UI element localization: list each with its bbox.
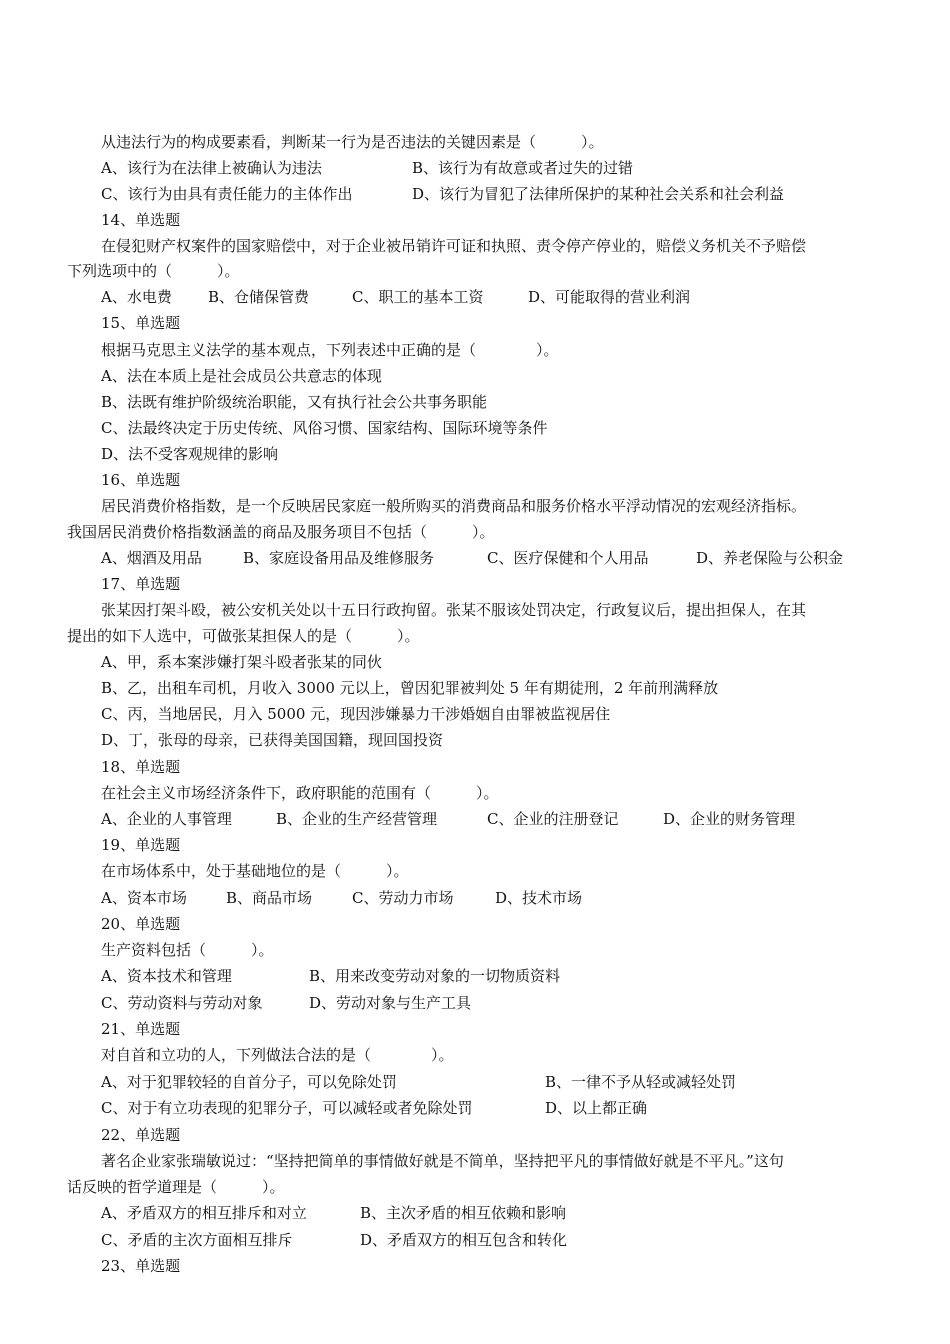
q22-option-b: B、主次矛盾的相互依赖和影响 xyxy=(360,1204,567,1222)
q17-option-b: B、乙，出租车司机，月收入 3000 元以上，曾因犯罪被判处 5 年有期徒刑，2 年前刑满释放 xyxy=(101,679,719,697)
q16-option-a: A、烟酒及用品 xyxy=(101,549,202,567)
q20-option-c: C、劳动资料与劳动对象 xyxy=(101,994,263,1012)
question-22-heading: 22、单选题 xyxy=(101,1126,181,1144)
question-21-stem: 对自首和立功的人，下列做法合法的是（ ）。 xyxy=(101,1046,454,1064)
q20-option-d: D、劳动对象与生产工具 xyxy=(309,994,472,1012)
q14-option-b: B、仓储保管费 xyxy=(208,288,310,306)
question-15-heading: 15、单选题 xyxy=(101,314,181,332)
q18-option-a: A、企业的人事管理 xyxy=(101,810,232,828)
q16-option-b: B、家庭设备用品及维修服务 xyxy=(243,549,435,567)
question-18-heading: 18、单选题 xyxy=(101,758,181,776)
question-18-stem: 在社会主义市场经济条件下，政府职能的范围有（ ）。 xyxy=(101,784,499,802)
q21-option-c: C、对于有立功表现的犯罪分子，可以减轻或者免除处罚 xyxy=(101,1099,473,1117)
question-16-stem-line1: 居民消费价格指数，是一个反映居民家庭一般所购买的消费商品和服务价格水平浮动情况的宏观经济指标。 xyxy=(101,497,807,515)
q17-option-c: C、丙，当地居民，月入 5000 元，现因涉嫌暴力干涉婚姻自由罪被监视居住 xyxy=(101,705,611,723)
q13-option-b: B、该行为有故意或者过失的过错 xyxy=(412,159,634,177)
q15-option-a: A、法在本质上是社会成员公共意志的体现 xyxy=(101,367,382,385)
question-14-heading: 14、单选题 xyxy=(101,211,181,229)
q15-option-b: B、法既有维护阶级统治职能，又有执行社会公共事务职能 xyxy=(101,393,488,411)
q18-option-d: D、企业的财务管理 xyxy=(663,810,796,828)
q16-option-c: C、医疗保健和个人用品 xyxy=(487,549,649,567)
q15-option-c: C、法最终决定于历史传统、风俗习惯、国家结构、国际环境等条件 xyxy=(101,419,548,437)
question-15-stem: 根据马克思主义法学的基本观点，下列表述中正确的是（ ）。 xyxy=(101,341,559,359)
question-20-heading: 20、单选题 xyxy=(101,915,181,933)
question-19-heading: 19、单选题 xyxy=(101,836,181,854)
q19-option-b: B、商品市场 xyxy=(226,889,313,907)
question-17-stem-line1: 张某因打架斗殴，被公安机关处以十五日行政拘留。张某不服该处罚决定，行政复议后，提出担保人，在其 xyxy=(101,601,807,619)
q14-option-d: D、可能取得的营业利润 xyxy=(528,288,691,306)
q18-option-b: B、企业的生产经营管理 xyxy=(276,810,438,828)
q13-option-d: D、该行为冒犯了法律所保护的某种社会关系和社会利益 xyxy=(412,185,785,203)
question-14-stem-line1: 在侵犯财产权案件的国家赔偿中，对于企业被吊销许可证和执照、责令停产停业的，赔偿义务机关不予赔偿 xyxy=(101,237,807,255)
question-14-stem-line2: 下列选项中的（ ）。 xyxy=(67,262,240,280)
q22-option-c: C、矛盾的主次方面相互排斥 xyxy=(101,1231,293,1249)
q19-option-d: D、技术市场 xyxy=(495,889,583,907)
question-20-stem: 生产资料包括（ ）。 xyxy=(101,941,274,959)
question-23-heading: 23、单选题 xyxy=(101,1257,181,1275)
q13-option-a: A、该行为在法律上被确认为违法 xyxy=(101,159,322,177)
q22-option-d: D、矛盾双方的相互包含和转化 xyxy=(360,1231,568,1249)
q19-option-a: A、资本市场 xyxy=(101,889,187,907)
question-21-heading: 21、单选题 xyxy=(101,1020,181,1038)
q22-option-a: A、矛盾双方的相互排斥和对立 xyxy=(101,1204,307,1222)
question-16-heading: 16、单选题 xyxy=(101,471,181,489)
q18-option-c: C、企业的注册登记 xyxy=(487,810,619,828)
q14-option-c: C、职工的基本工资 xyxy=(352,288,484,306)
q20-option-b: B、用来改变劳动对象的一切物质资料 xyxy=(309,967,561,985)
q19-option-c: C、劳动力市场 xyxy=(352,889,454,907)
question-17-stem-line2: 提出的如下人选中，可做张某担保人的是（ ）。 xyxy=(67,627,420,645)
q20-option-a: A、资本技术和管理 xyxy=(101,967,232,985)
q16-option-d: D、养老保险与公积金 xyxy=(696,549,844,567)
q17-option-a: A、甲，系本案涉嫌打架斗殴者张某的同伙 xyxy=(101,653,382,671)
question-22-stem-line1: 著名企业家张瑞敏说过：“坚持把简单的事情做好就是不简单，坚持把平凡的事情做好就是不平凡。”这句 xyxy=(101,1152,784,1170)
q15-option-d: D、法不受客观规律的影响 xyxy=(101,445,279,463)
q21-option-b: B、一律不予从轻或减轻处罚 xyxy=(545,1073,737,1091)
question-17-heading: 17、单选题 xyxy=(101,575,181,593)
q21-option-d: D、以上都正确 xyxy=(545,1099,648,1117)
question-16-stem-line2: 我国居民消费价格指数涵盖的商品及服务项目不包括（ ）。 xyxy=(67,523,495,541)
question-19-stem: 在市场体系中，处于基础地位的是（ ）。 xyxy=(101,862,409,880)
q13-option-c: C、该行为由具有责任能力的主体作出 xyxy=(101,185,353,203)
question-13-stem: 从违法行为的构成要素看，判断某一行为是否违法的关键因素是（ ）。 xyxy=(101,133,604,151)
question-22-stem-line2: 话反映的哲学道理是（ ）。 xyxy=(67,1178,285,1196)
q17-option-d: D、丁，张母的母亲，已获得美国国籍，现回国投资 xyxy=(101,731,444,749)
q21-option-a: A、对于犯罪较轻的自首分子，可以免除处罚 xyxy=(101,1073,397,1091)
q14-option-a: A、水电费 xyxy=(101,288,172,306)
